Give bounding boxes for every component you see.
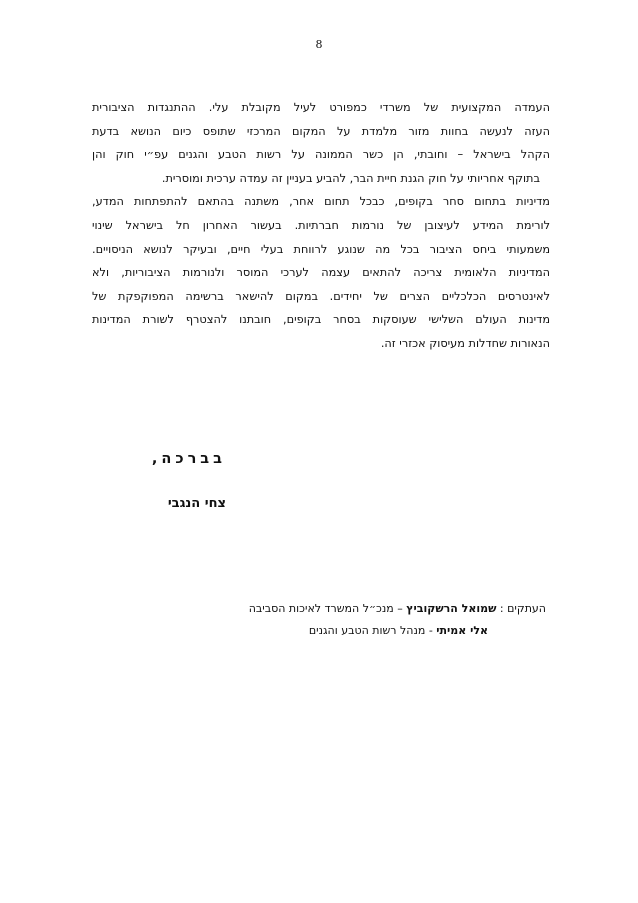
copies-label: העתקים :	[499, 602, 546, 615]
body-line: משמעותי ביחס הציבור בכל מה שנוגע לרווחת בעלי חיים, ובעיקר לנושא הניסויים.	[92, 242, 550, 256]
body-line: מדינות העולם השלישי שעוסקות בסחר בקופים, חובתנו להצטרף לשורת המדינות	[92, 313, 550, 327]
body-line: בתוקף אחריותי על חוק הגנת חיית הבר, להביע בעניין זה עמדה ערכית ומוסרית.	[161, 171, 540, 185]
recipient-name: שמואל הרשקוביץ	[406, 602, 497, 615]
letter-body	[92, 96, 550, 356]
body-line: לאינטרסים הכלכליים הצרים של יחידים. במקום להישאר ברשימה המפוקפקת של	[92, 289, 550, 303]
copies-row-1	[146, 598, 546, 620]
copies-section	[146, 598, 546, 642]
body-line: העזה לנעשה בחוות מזור מלמדת על המקום המרכזי שתופס כיום הנושא בדעת	[92, 124, 550, 138]
closing-greeting: בברכה,	[151, 451, 226, 467]
recipient-role: – מנכ״ל המשרד לאיכות הסביבה	[248, 602, 403, 615]
body-line: העמדה המקצועית של משרדי כמפורט לעיל מקובלת עלי. ההתנגדות הציבורית	[92, 101, 550, 114]
body-line: הנאורות שחדלות מעיסוק אכזרי זה.	[380, 336, 550, 350]
page-number: 8	[315, 38, 323, 51]
signature-name: צחי הנגבי	[167, 496, 226, 511]
recipient-role: - מנהל רשות הטבע והגנים	[308, 624, 433, 637]
body-line: מדיניות בתחום סחר בקופים, כבכל תחום אחר, משתנה בהתאם להתפתחות המדע,	[92, 195, 550, 209]
body-line: לורימת המידע לעיצובן של נורמות חברתיות. בעשור האחרון חל בישראל שינוי	[92, 218, 550, 232]
body-line: הקהל בישראל – וחובתי, הן כשר הממונה על רשות הטבע והגנים עפ״י חוק והן	[92, 148, 550, 162]
copies-row-2	[146, 620, 546, 642]
recipient-name: אלי אמיתי	[436, 624, 488, 637]
body-line: המדיניות הלאומית צריכה להתאים עצמה לערכי המוסר ולנורמות הציבוריות, ולא	[92, 266, 550, 280]
